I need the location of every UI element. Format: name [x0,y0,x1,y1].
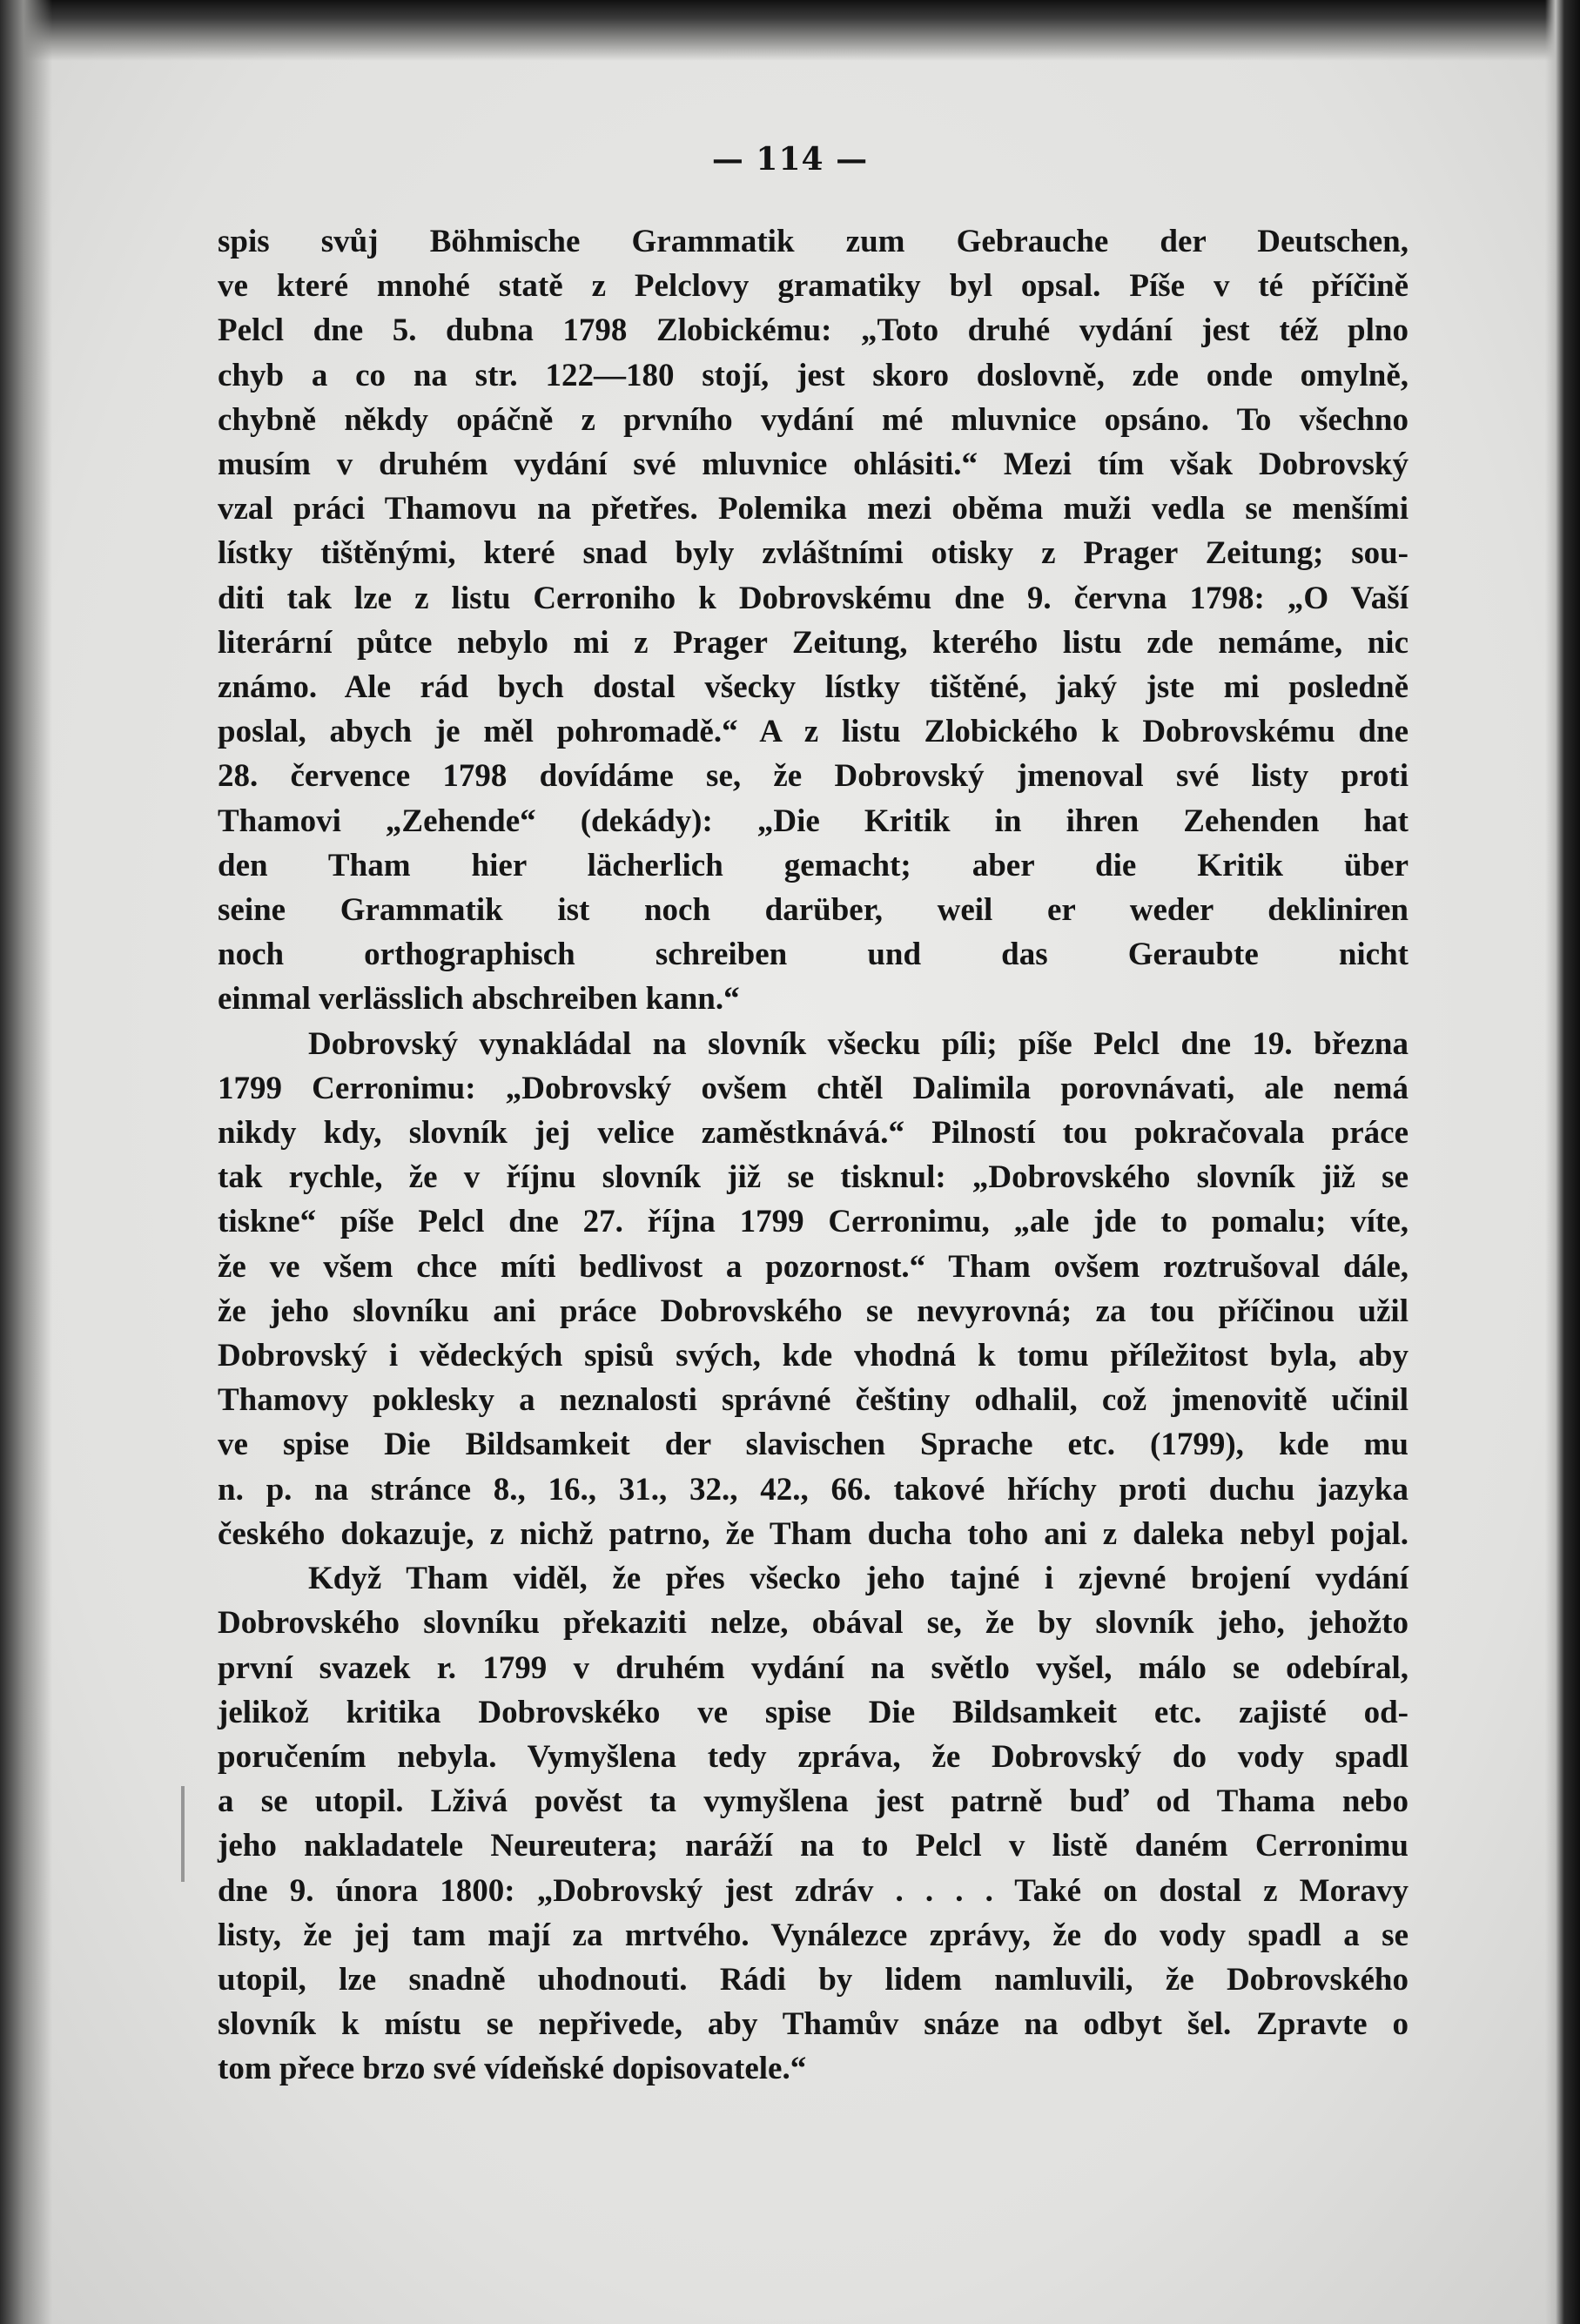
text-line: slovník k místu se nepřivede, aby Thamův snáze na odbyt šel. Zpravte o [218,2006,1409,2043]
text-line: poručením nebyla. Vymyšlena tedy zpráva, že Dobrovský do vody spadl [218,1738,1409,1775]
text-line-paragraph-start: Dobrovský vynakládal na slovník všecku píli; píše Pelcl dne 19. března [308,1025,1409,1062]
text-line: n. p. na stránce 8., 16., 31., 32., 42., 66. takové hříchy proti duchu jazyka [218,1471,1409,1508]
text-line: spis svůj Böhmische Grammatik zum Gebrauche der Deutschen, [218,224,1409,259]
text-line-paragraph-end: tom přece brzo své vídeňské dopisovatele.“ [218,2051,807,2087]
text-line: musím v druhém vydání své mluvnice ohlásiti.“ Mezi tím však Dobrovský [218,447,1409,483]
text-line: listy, že jej tam mají za mrtvého. Vynálezce zprávy, že do vody spadl a se [218,1917,1409,1953]
text-line: seine Grammatik ist noch darüber, weil er weder dekliniren [218,892,1409,929]
text-line: Thamovy poklesky a neznalosti správné češtiny odhalil, což jmenovitě učinil [218,1382,1409,1419]
text-line: a se utopil. Lživá pověst ta vymyšlena jest patrně buď od Thama nebo [218,1783,1409,1820]
scan-border-left [0,0,52,2324]
text-line: chybně někdy opáčně z prvního vydání mé mluvnice opsáno. To všechno [218,401,1409,438]
text-line: Pelcl dne 5. dubna 1798 Zlobickému: „Toto druhé vydání jest též plno [218,312,1409,349]
text-line: poslal, abych je měl pohromadě.“ A z listu Zlobického k Dobrovskému dne [218,714,1409,750]
text-line: chyb a co na str. 122—180 stojí, jest skoro doslovně, zde onde omylně, [218,357,1409,393]
text-line: literární půtce nebylo mi z Prager Zeitung, kterého listu zde nemáme, nic [218,624,1409,661]
text-line: Dobrovský i vědeckých spisů svých, kde vhodná k tomu příležitost byla, aby [218,1338,1409,1374]
text-line: Thamovi „Zehende“ (dekády): „Die Kritik in ihren Zehenden hat [218,803,1409,839]
text-line: ve které mnohé statě z Pelclovy gramatiky byl opsal. Píše v té příčině [218,268,1409,305]
text-line: lístky tištěnými, které snad byly zvláštními otisky z Prager Zeitung; sou- [218,535,1409,572]
body-text [218,219,1409,2092]
text-line: že ve všem chce míti bedlivost a pozornost.“ Tham ovšem roztrušoval dále, [218,1248,1409,1285]
scan-border-top [0,0,1580,61]
margin-mark [181,1786,185,1882]
text-line: noch orthographisch schreiben und das Geraubte nicht [218,937,1409,973]
text-line: vzal práci Thamovu na přetřes. Polemika mezi oběma muži vedla se menšími [218,491,1409,527]
text-line: českého dokazuje, z nichž patrno, že Tham ducha toho ani z daleka nebyl pojal. [218,1515,1409,1552]
scan-border-right [1545,0,1580,2324]
text-line: jelikož kritika Dobrovskéko ve spise Die Bildsamkeit etc. zajisté od- [218,1694,1409,1730]
text-line: dne 9. února 1800: „Dobrovský jest zdráv . . . . Také on dostal z Moravy [218,1872,1409,1909]
text-line-paragraph-start: Když Tham viděl, že přes všecko jeho tajné i zjevné brojení vydání [308,1561,1409,1597]
text-line: utopil, lze snadně uhodnouti. Rádi by lidem namluvili, že Dobrovského [218,1961,1409,1998]
text-line: první svazek r. 1799 v druhém vydání na světlo vyšel, málo se odebíral, [218,1649,1409,1686]
text-line: že jeho slovníku ani práce Dobrovského se nevyrovná; za tou příčinou užil [218,1293,1409,1329]
text-line-paragraph-end: einmal verlässlich abschreiben kann.“ [218,981,740,1018]
text-line: ve spise Die Bildsamkeit der slavischen Sprache etc. (1799), kde mu [218,1427,1409,1463]
text-line: jeho nakladatele Neureutera; naráží na to Pelcl v listě daném Cerronimu [218,1828,1409,1864]
text-line: den Tham hier lächerlich gemacht; aber die Kritik über [218,847,1409,883]
text-line: Dobrovského slovníku překaziti nelze, obával se, že by slovník jeho, jehožto [218,1605,1409,1642]
page-number: — 114 — [711,141,869,178]
text-line: diti tak lze z listu Cerroniho k Dobrovskému dne 9. června 1798: „O Vaší [218,580,1409,616]
text-line: známo. Ale rád bych dostal všecky lístky tištěné, jaký jste mi posledně [218,669,1409,706]
text-line: tak rychle, že v říjnu slovník již se tisknul: „Dobrovského slovník již se [218,1159,1409,1196]
text-line: 28. července 1798 dovídáme se, že Dobrovský jmenoval své listy proti [218,758,1409,795]
text-line: tiskne“ píše Pelcl dne 27. října 1799 Cerronimu, „ale jde to pomalu; víte, [218,1204,1409,1240]
text-line: nikdy kdy, slovník jej velice zaměstknává.“ Pilností tou pokračovala práce [218,1115,1409,1152]
text-line: 1799 Cerronimu: „Dobrovský ovšem chtěl Dalimila porovnávati, ale nemá [218,1070,1409,1106]
